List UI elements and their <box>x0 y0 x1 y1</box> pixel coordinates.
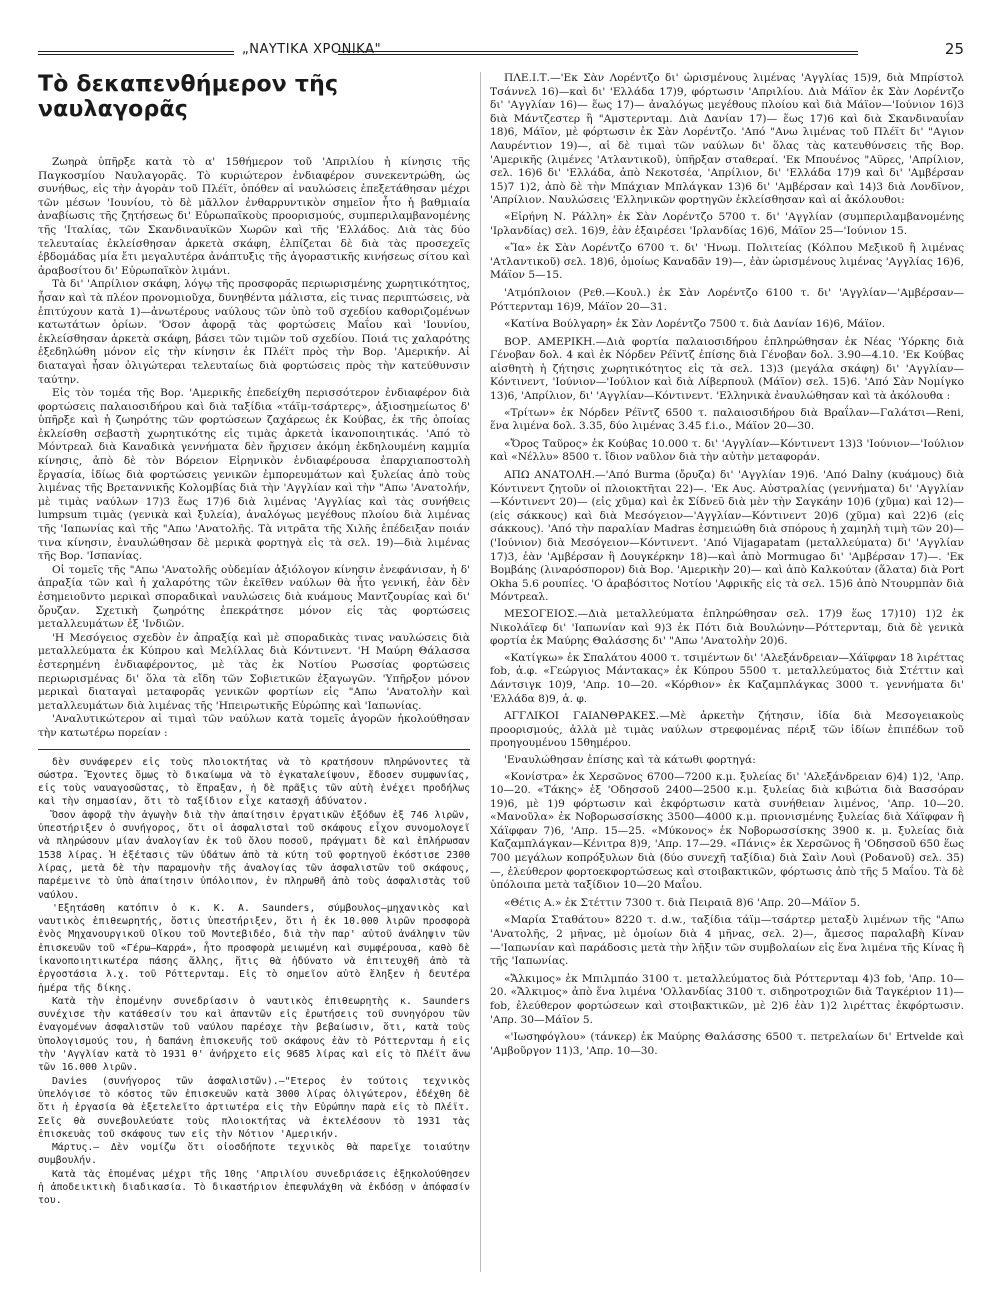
paragraph: Εἰς τὸν τομέα τῆς Βορ. 'Αμερικῆς ἐπεδείχθη περισσότερον ἐνδιαφέρον διὰ φορτώσεις παλαιοσιδήρου καὶ διὰ ταξίδια «τάϊμ-τσάρτερς», ἀξιοσημείωτος δ' ὑπῆρξε καὶ ἡ ζωηρότης τῶν φορτώσεων ζαχάρεως ἐκ Κούβας, ἐκ τῆς ὁποίας ἐκλείσθη σεβαστὴ χωρητικότης εἰς τιμὰς ἀρκετὰ ἱκανοποιητικάς. 'Από τὸ Μόντρεαλ διὰ Καναδικὰ γεννήματα δὲν ἤρχισεν ἀκόμη ἐκδηλουμένη καμμία κίνησις, ἀπὸ δὲ τὸν Βόρειον Εἰρηνικὸν ἐνδιαφέρουσα ἐπαρχιαποστολὴ ἔργασία, ἰδίως διὰ φορτώσεις γενικῶν ἐμπορευμάτων καὶ ξυλείας ἀπὸ τοὺς λιμένας τῆς Βρεταννικῆς Κολομβίας διὰ τὴν 'Αγγλίαν καὶ τὴν "Απω 'Ανατολήν, μὲ τιμὰς ναύλων 17)3 ἕως 17)6 διὰ λιμένας 'Αγγλίας καὶ τὰς συνήθεις lumpsum τιμὰς (γενικὰ καὶ ξυλεία), ἀναλόγως μεγέθους πλοίου διὰ λιμένας τῆς 'Ιαπωνίας καὶ τῆς "Απω 'Ανατολῆς. Τὰ νιτρᾶτα τῆς Χιλῆς ἐπέδειξαν ποιάν τινα κίνησιν, ἐναυλώθησαν δὲ μερικὰ φορτηγὰ εἰς τὰ σελ. 19)—διὰ λιμένας τῆς Βορ. 'Ισπανίας. <box>38 387 470 563</box>
journal-title: „ΝΑΥΤΙΚΑ ΧΡΟΝΙΚΑ" <box>242 42 382 57</box>
paragraph: Τὰ δι' 'Απρίλιον σκάφη, λόγῳ τῆς προσφορᾶς περιωρισμένης χωρητικότητος, ἦσαν καὶ τὰ πλέον προνομιοῦχα, δυνηθέντα μάλιστα, εἰς τινας περιπτώσεις, νὰ ἐπιτύχουν κατὰ 1)—ἀνωτέρους ναύλους τῶν ὑπὸ τοῦ σχεδίου καθοριζομένων κατωτάτων ὁρίων. 'Όσον ἀφορᾷ τὰς φορτώσεις Μαΐου καὶ 'Ιουνίου, ἐκλείσθησαν ἀρκετὰ σκάφη, βάσει τῶν τιμῶν τοῦ σχεδίου. Ποιά τις χαλαρότης ἐξεδηλώθη μόνον εἰς τὴν κίνησιν ἐκ Πλέϊτ πρὸς τὴν Βορ. 'Αμερικήν. Αἱ διαταγαὶ ἦσαν ὀλιγώτεραι τελευταίως διὰ φορτώσεις πρὸς τὴν κατεύθυνσιν ταύτην. <box>38 278 470 386</box>
paragraph: Davies (συνήγορος τῶν ἀσφαλιστῶν).—"Ετερος ἐν τούτοις τεχνικὸς ὑπελόγισε τὸ κόστος τῶν ἐπισκευῶν κατὰ 3000 λίρας ὀλιγώτερον, ἐδέχθη δὲ ὅτι ἡ ἐργασία θὰ ἐξετελεῖτο ἀρτιωτέρα εἰς τὴν Εὐρώπην παρὰ εἰς τὸ Πλέϊτ. Σεῖς θὰ συνεβουλεύατε τοὺς πλοιοκτήτας νὰ ἐκτελέσουν τὸ 1931 τὰς ἐπισκευὰς τοῦ σκάφους των εἰς τὴν Νότιον 'Αμερικήν. <box>38 1075 470 1140</box>
market-section: ΑΠΩ ΑΝΑΤΟΛΗ.—'Από Burma (ὄρυζα) δι' 'Αγγλίαν 19)6. 'Από Dalny (κυάμους) διὰ Κόντινεντ ζητοῦν οἱ πλοιοκτῆται 22)—. 'Εκ Αυς. Αὐστραλίας (γεννήματα) δι' 'Αγγλίαν—Κόντινεντ 20)— (εἰς χῦμα) καὶ ἐκ Σίδνεϋ διὰ μὲν τὴν Σαγκάην 10)6 (χῦμα) καὶ 12)— (εἰς σάκκους) καὶ διὰ Μεσόγειον—'Αγγλίαν—Κόντινεντ 20)6 (χῦμα) καὶ 22)6 (εἰς σάκκους). 'Από τὴν παραλίαν Madras ἐσημειώθη διὰ σπόρους ἡ χαμηλὴ τιμὴ τῶν 20)— ('Ιούνιον) διὰ Μεσόγειον—Κόντινεντ. 'Από Vijagapatam (μεταλλεύματα) δι' 'Αγγλίαν 17)3, ἐὰν 'Αμβέρσαν ἢ Δουγκέρκην 18)—καὶ ἀπὸ Mormugao δι' 'Αμβέρσαν 17)—. 'Εκ Βομβάης (λιναρόσπορον) διὰ Βορ. 'Αμερικὴν 20)— καὶ ἀπὸ Καλκούταν (ἅλατα) διὰ Port Okha 5.6 ρουπίες. 'Ο ἀραβόσιτος Νοτίου 'Αφρικῆς εἰς τὰ σελ. 15)6 ἀπὸ Ντουρμπὰν διὰ Μόντρεαλ. <box>490 469 964 604</box>
right-column <box>490 72 964 1062</box>
charter-entry: «Εἰρήνη Ν. Ράλλη» ἐκ Σὰν Λορέντζο 5700 τ. δι' 'Αγγλίαν (συμπεριλαμβανομένης 'Ιρλανδίας) σελ. 16)9, ἐὰν ἐξαιρέσει 'Ιρλανδίας 16)6, Μάϊον 25—'Ιούνιον 15. <box>490 210 964 237</box>
paragraph: Ζωηρὰ ὑπῆρξε κατὰ τὸ α' 15θήμερον τοῦ 'Απριλίου ἡ κίνησις τῆς Παγκοσμίου Ναυλαγορᾶς. Τὸ κυριώτερον ἐνδιαφέρον συνεκεντρώθη, ὡς συνήθως, εἰς τὴν ἀγορὰν τοῦ Πλέϊτ, ὁπόθεν αἱ ναυλώσεις ἐπεξετάθησαν μέχρι τῶν μέσων 'Ιουνίου, τὸ δὲ μᾶλλον ἐνθαρρυντικὸν σημεῖον ἦτο ἡ βαθμιαία ἀναβίωσις τῆς ζητήσεως δι' Εὐρωπαϊκοὺς προορισμούς, συμπεριλαμβανομένης τῆς 'Ιταλίας, τῶν Σκανδιναυϊκῶν Χωρῶν καὶ τῆς 'Ελλάδος. Διὰ τὰς δύο τελευταίας ἐκλείσθησαν ἀρκετὰ σκάφη, ἐλπίζεται δὲ διὰ τὰς προσεχεῖς ἑβδομάδας μία ἔτι μεγαλυτέρα ἀνάπτυξις τῆς ἀγοραστικῆς κινήσεως σίτου καὶ ἀραβοσίτου δι' Εὐρωπαϊκὸν λιμάνι. <box>38 156 470 277</box>
paragraph: Κατὰ τὴν ἑπομένην συνεδρίασιν ὁ ναυτικὸς ἐπιθεωρητὴς κ. Saunders συνέχισε τὴν κατάθεσίν του καὶ ἀπαντῶν εἰς ἐρωτήσεις τοῦ συνηγόρου τῶν ἐναγομένων ἀσφαλιστῶν τοῦ ναύλου παρέσχε τὴν βεβαίωσιν, ὅτι, κατὰ τοὺς ὑπολογισμούς του, ἡ δαπάνη ἐπισκευῆς τοῦ σκάφους ἐὰν τὸ Ρόττερνταμ ἡ εἰς τὴν 'Αγγλίαν κατὰ τὸ 1931 θ' ἀνήρχετο εἰς 9685 λίρας καὶ εἰς τὸ Πλέϊτ ἄνω τῶν 16.000 λιρῶν. <box>38 995 470 1074</box>
article-title: Τὸ δεκαπενθήμερον τῆς ναυλαγορᾶς <box>38 72 339 122</box>
market-section: ΒΟΡ. ΑΜΕΡΙΚΗ.—Διὰ φορτία παλαιοσιδήρου ἐπληρώθησαν ἐκ Νέας 'Υόρκης διὰ Γένοβαν δολ. 4 καὶ ἐκ Νόρδεν Ρέϊντζ ἐπίσης διὰ Γένοβαν δολ. 3.90—4.10. 'Εκ Κούβας αἰσθητὴ ἡ ζήτησις χωρητικότητος εἰς τὰ σελ. 13)3 (μεγάλα σκάφη) δι' 'Αγγλίαν—Κόντινεντ, 'Ιούνιον—'Ιούλιον καὶ διὰ Λίβερπουλ (Μάϊον) σελ. 15)6. 'Από Σὰν Νομίγκο 13)6, 'Απρίλιον, δι' 'Αγγλίαν—Κόντινεντ. 'Ελληνικὰ ἐναυλώθησαν καὶ τὰ ἀκόλουθα : <box>490 335 964 403</box>
page-header <box>38 42 964 62</box>
charter-entry: «'Ιωσηφόγλου» (τάνκερ) ἐκ Μαύρης Θαλάσσης 6500 τ. πετρελαίων δι' Ertvelde καὶ 'Αμβοῦργον 11)3, 'Απρ. 10—30. <box>490 1031 964 1057</box>
article-body <box>38 156 470 741</box>
paragraph: Κατὰ τὰς ἑπομένας μέχρι τῆς 10ης 'Απριλίου συνεδριάσεις ἐξηκολούθησεν ἡ ἀποδεικτικὴ διαδικασία. Τὸ δικαστήριον ἐπεφυλάχθη νὰ ἐκδόσῃ ν ἀπόφασίν του. <box>38 1168 470 1207</box>
charter-entry: «Ἄλκιμος» ἐκ Μπιλμπάο 3100 τ. μεταλλεύματος διὰ Ρόττερνταμ 4)3 fob, 'Απρ. 10—20. «Ἄλκιμος» ἀπὸ ἕνα λιμένα 'Ολλανδίας 3100 τ. σιδηροτροχιῶν διὰ Ταγκέριον 11)— fob, ἐλεύθερον φορτώσεων καὶ στοιβακτικῶν, μὲ 2)6 ἐὰν 1)2 λιρέττας ἐκφόρτωσιν. 'Απρ. 30—Μάϊον 5. <box>490 972 964 1026</box>
paragraph: 'Αναλυτικώτερον αἱ τιμαὶ τῶν ναύλων κατὰ τομεῖς ἀγορῶν ἠκολούθησαν τὴν κατωτέρω πορείαν : <box>38 713 470 739</box>
charter-entry: «Μαρία Σταθάτου» 8220 τ. d.w., ταξίδια τάϊμ—τσάρτερ μεταξὺ λιμένων τῆς "Απω 'Ανατολῆς, 2 μῆνας, μὲ ὁμοίων διὰ 4 μῆνας, σελ. 2)—, ἄμεσος παραλαβὴ Κίναν—'Ιαπωνίαν καὶ παράδοσις μετὰ τὴν λῆξιν τῶν συμβολαίων εἰς ἕνα λιμένα τῆς Κίνας ἢ τῆς 'Ιαπωνίας. <box>490 914 964 968</box>
charter-entry: 'Ατμόπλοιον (Ρεθ.—Κουλ.) ἐκ Σὰν Λορέντζο 6100 τ. δι' 'Αγγλίαν—'Αμβέρσαν—Ρόττερνταμ 16)9, Μάϊον 20—31. <box>490 286 964 313</box>
paragraph: Ὅσον ἀφορᾷ τὴν ἀγωγὴν διὰ τὴν ἀπαίτησιν ἐργατικῶν ἐξόδων ἐξ 746 λιρῶν, ὑπεστήριξεν ὁ συνήγορος, ὅτι οἱ ἀσφαλισταὶ τοῦ σκάφους εἶχον συνομολογεῖ νὰ πληρώσουν μίαν ἀναλογίαν ἐκ τοῦ ὅλου ποσοῦ, πράγματι δὲ καὶ ἐπλήρωσαν 1538 λίρας. Ἡ ἐξέτασις τῶν ὑδάτων ἀπὸ τὰ κύτη τοῦ φορτηγοῦ ἐκόστισε 2300 λίρας, μετὰ δὲ τὴν παραμονὴν τῆς ἀναλογίας τῶν ἀσφαλιστῶν τοῦ σκάφους, παρέμεινε τὸ ὑπὸ ἀπαίτησιν ὑπόλοιπον, ἐν πληρωθῆ ἀπὸ τοὺς ἀσφαλιστὰς τοῦ ναύλου. <box>38 809 470 901</box>
left-column <box>38 72 470 1208</box>
paragraph: Μάρτυς.— Δὲν νομίζω ὅτι οἱοσδήποτε τεχνικὸς θὰ παρεῖχε τοιαύτην συμβουλήν. <box>38 1142 470 1167</box>
charter-entry: «Ἴα» ἐκ Σὰν Λορέντζο 6700 τ. δι' 'Ηνωμ. Πολιτείας (Κόλπου Μεξικοῦ ἢ λιμένας 'Ατλαντικοῦ) σελ. 18)6, ὁμοίως Καναδᾶν 19)—, ἐὰν ὡρισμένους λιμένας 'Αγγλίας 16)6, Μάϊον 5—15. <box>490 242 964 282</box>
paragraph: 'Εξητάσθη κατόπιν ὁ κ. Κ. Α. Saunders, σύμβουλος—μηχανικὸς καὶ ναυτικὸς ἐπιθεωρητής, ὅστις ὑπεστήριξεν, ὅτι ἡ ἐκ 10.000 λιρῶν προσφορὰ ἑνὸς Μηχανουργικοῦ Οἴκου τοῦ Μοντεβιδέο, διὰ τὴν παρ' αὐτοῦ ἀνάληψιν τῶν ἐπισκευῶν τοῦ «Γέρω—Καρρά», ἦτο προσφορὰ μειωμένη καὶ συμφέρουσα, καθὸ δὲ ἱκανοποιητικωτέρα πάσης ἄλλης, ἥτις θὰ ἠδύνατο νὰ ἐπιτευχθῆ ἀπὸ τὰ ἐργοστάσια λ.χ. τοῦ Ρόττερνταμ. Εἰς τὸ σημεῖον αὐτὸ ἔληξεν ἡ δευτέρα ἡμέρα τῆς δίκης. <box>38 902 470 994</box>
charter-entry: «Κατίνα Βούλγαρη» ἐκ Σὰν Λορέντζο 7500 τ. διὰ Δανίαν 16)6, Μάϊον. <box>504 318 886 331</box>
paragraph: 'Η Μεσόγειος σχεδὸν ἐν ἀπραξίᾳ καὶ μὲ σποραδικὰς τινας ναυλώσεις διὰ μεταλλεύματα ἐκ Κύπρου καὶ Μελίλλας διὰ Κόντινεντ. 'Η Μαύρη Θάλασσα ἐστερημένη ἐνδιαφέροντος, μὲ τὰς ἐκ Νοτίου Ρωσσίας φορτώσεις περιωρισμένας δι' ὅλα τὰ εἴδη τῶν Σοβιετικῶν ἐξαγωγῶν. 'Υπῆρξον μόνον μερικαὶ διαταγαὶ μεταφορᾶς γενικῶν φορτίων εἰς "Απω 'Ανατολὴν καὶ μεταλλευμάτων διὰ λιμένας τῆς 'Ηπειρωτικῆς Εὐρώπης καὶ 'Ιαπωνίας. <box>38 631 470 712</box>
paragraph: 'Εναυλώθησαν ἐπίσης καὶ τὰ κάτωθι φορτηγά: <box>504 753 756 766</box>
market-section: ΠΛΕ.Ι.Τ.—'Εκ Σὰν Λορέντζο δι' ὡρισμένους λιμένας 'Αγγλίας 15)9, διὰ Μπρίστολ Τσάννελ 16)—καὶ δι' 'Ελλάδα 17)9, φόρτωσιν 'Απριλίου. Διὰ Μάϊον ἐκ Σὰν Λορέντζο δι' 'Αγγλίαν 16)— ἕως 17)— ἀναλόγως μεγέθους πλοίου καὶ διὰ Μάϊον—'Ιούνιον 16)3 διὰ Μάντζεστερ ἢ "Αμστερνταμ. Διὰ Δανίαν 17)— ἕως 17)6 καὶ διὰ Σκανδιναυΐαν 18)6, Μάϊον, μὲ φόρτωσιν ἐκ Σὰν Λορέντζο. 'Από "Ανω λιμένας τοῦ Πλέϊτ δι' "Αγιον Λαυρέντιον 19)—, αἱ δὲ τιμαὶ τῶν ναύλων δι' ὅλας τὰς κατευθύνσεις τῆς Βορ. 'Αμερικῆς (λιμένες 'Ατλαντικοῦ), ὑπῆρξαν σταθεραί. 'Εκ Μπουένος "Αϋρες, 'Απρίλιον, σελ. 16)6 δι' 'Ελλάδα, ἀπὸ Νεκοτσέα, 'Απρίλιον, δι' 'Ελλάδα 17)9 καὶ δι' 'Αμβέρσαν 15)7 1)2, ἀπὸ δὲ τὴν Μπάχιαν Μπλάγκαν 13)6 δι' 'Αμβέρσαν καὶ 14)3 διὰ Λονδῖνον, 'Απρίλιον. Ναυλώσεις 'Ελληνικῶν φορτηγῶν ἐκλείσθησαν καὶ αἱ ἀκόλουθοι: <box>490 72 964 207</box>
header-rule-left <box>38 51 234 55</box>
market-section: ΑΓΓΛΙΚΟΙ ΓΑΙΑΝΘΡΑΚΕΣ.—Μὲ ἀρκετὴν ζήτησιν, ἰδία διὰ Μεσογειακοὺς προορισμούς, ἀλλὰ μὲ τιμὰς ναύλων στρεφομένας πέριξ τῶν ἰδίων ἐπιπέδων τοῦ προηγουμένου 15θημέρου. <box>490 710 964 750</box>
paragraph: Οἱ τομεῖς τῆς "Απω 'Ανατολῆς οὐδεμίαν ἀξιόλογον κίνησιν ἐνεφάνισαν, ἡ δ' ἀπραξία τῶν καὶ ἡ χαλαρότης τῶν ἐκεῖθεν ναύλων θὰ ἦτο γενική, ἐὰν δὲν ἐσημειοῦντο μερικαὶ σποραδικαὶ ναυλώσεις διὰ κυάμους Μαντζουρίας καὶ δι' ὄρυζαν. Σχετικὴ ζωηρότης ἐπεκράτησε μόνον εἰς τὰς φορτώσεις μεταλλευμάτων ἐξ 'Ινδιῶν. <box>38 563 470 631</box>
charter-entry: «Κατίγκω» ἐκ Σπαλάτου 4000 τ. τσιμέντων δι' 'Αλεξάνδρειαν—Χάϊφφαν 18 λιρέττας fob, ἀ.φ. «Γεώργιος Μάντακας» ἐκ Κύπρου 5500 τ. μεταλλεύματος διὰ Στέττιν καὶ Δάντσιγκ 10)9, 'Απρ. 10—20. «Κόρθιον» ἐκ Καζαμπλάγκας 3000 τ. γεννήματα δι' 'Ελλάδα 8)9, ἀ. φ. <box>490 651 964 705</box>
charter-entry: «Ὄρος Ταῦρος» ἐκ Κούβας 10.000 τ. δι' 'Αγγλίαν—Κόντινεντ 13)3 'Ιούνιον—'Ιούλιον καὶ «Νέλλυ» 8500 τ. ἴδιον ναῦλον διὰ τὴν αὐτὴν μεταφοράν. <box>490 437 964 464</box>
charter-entry: «Τρίτων» ἐκ Νόρδεν Ρέϊντζ 6500 τ. παλαιοσιδήρου διὰ Βραΐλαν—Γαλάτσι—Reni, ἕνα λιμένα δολ. 3.35, δύο λιμένας 3.45 f.i.o., Μάϊον 20—30. <box>490 406 964 433</box>
header-rule-right <box>338 51 858 55</box>
charter-entry: «Θέτις Α.» ἐκ Στέττιν 7300 τ. διὰ Πειραιᾶ 8)6 'Απρ. 20—Μάϊον 5. <box>504 896 860 909</box>
section-divider <box>38 749 470 750</box>
market-section: ΜΕΣΟΓΕΙΟΣ.—Διὰ μεταλλεύματα ἐπληρώθησαν σελ. 17)9 ἕως 17)10) 1)2 ἐκ Νικολάϊεφ δι' 'Ιαπωνίαν καὶ 9)3 ἐκ Πότι διὰ Βουλώνην—Ρόττερνταμ, διὰ δὲ γενικὰ φορτία ἐκ Μαύρης Θαλάσσης δι' "Απω 'Ανατολὴν 20)6. <box>490 607 964 648</box>
paragraph: δὲν συνάφερεν εἰς τοὺς πλοιοκτήτας νὰ τὸ κρατήσουν πληρώνοντες τὰ σώστρα. Ἔχοντες ὅμως τὸ δικαίωμα νὰ τὸ ἐγκαταλείψουν, ἔδοσεν συμφωνίας, εἰς τοὺς ναυαγοσῶστας, τὸ ἔπραξαν, ἡ δὲ πρᾶξις τῶν αὐτὴ ἐνέχει προδήλως καὶ τὴν σημασίαν, ὅτι τὸ ταξίδιον εἶχε κατασχῆ ἀδύνατον. <box>38 756 470 808</box>
page-number: 25 <box>944 40 964 58</box>
column-rule <box>480 72 481 1272</box>
charter-entry: «Κονίστρα» ἐκ Χερσῶνος 6700—7200 κ.μ. ξυλείας δι' 'Αλεξάνδρειαν 6)4) 1)2, 'Απρ. 10—20. «Τάκης» ἐξ 'Οδησσοῦ 2400—2500 κ.μ. ξυλείας διὰ κιβώτια διὰ Βασσόραν 19)6, μὲ 1)9 φόρτωσιν καὶ ἐκφόρτωσιν κατὰ συνήθειαν λιμένος, 'Απρ. 10—20. «Μανοῦλα» ἐκ Νοβορωσσίσκης 3500—4000 κ.μ. πριονισμένης ξυλείας διὰ Χάϊφφαν ἢ Χάϊφφαν 7)6, 'Απρ. 15—25. «Μύκονος» ἐκ Νοβορωσσίσκης 3900 κ. μ. ξυλείας διὰ Καζαμπλάγκαν—Κένιτρα 8)9, 'Απρ. 17—29. «Πάνις» ἐκ Χερσῶνος ἢ 'Οδησσοῦ 650 ἕως 700 μεγάλων κοπρόξυλων διὰ (δύο συνεχῆ ταξίδια) διὰ Σαὶν Λουὶ (Ροδανοῦ) σελ. 35)—, ἐλεύθερον φορτοεκφορτώσεως καὶ στοιβακτικῶν, φόρτωσις ἀπὸ τῆς 5 Μαΐου. Τὰ δὲ ὑπόλοιπα μετὰ ταξίδιον 10—20 Μαΐου. <box>490 770 964 892</box>
court-report <box>38 756 470 1208</box>
